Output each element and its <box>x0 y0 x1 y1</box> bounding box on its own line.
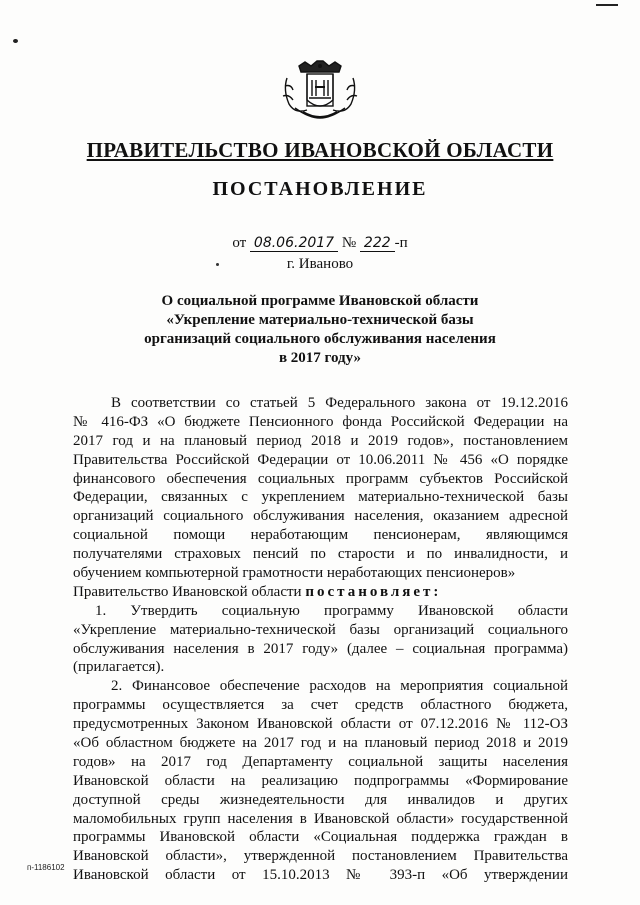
subject-line: «Укрепление материально-технической базы <box>166 312 474 328</box>
body-line: обслуживания населения в 2017 году» (далее – социальная программа) <box>73 640 568 657</box>
subject-line: организаций социального обслуживания населения <box>144 331 496 347</box>
document-body <box>73 394 568 885</box>
body-line: 2. Финансовое обеспечение расходов на мероприятия социальной <box>111 678 568 695</box>
number-value: 222 <box>360 235 395 252</box>
body-line: Ивановской области на реализацию подпрограммы «Формирование <box>73 772 568 789</box>
government-title: ПРАВИТЕЛЬСТВО ИВАНОВСКОЙ ОБЛАСТИ <box>86 138 554 162</box>
body-line: получателями страховых пенсий по старости и по инвалидности, и <box>73 546 568 563</box>
resolution-line <box>73 583 568 602</box>
body-line: доступной среды жизнедеятельности для инвалидов и других <box>73 791 568 808</box>
body-line: организаций социального обслуживания населения, оказанием адресной <box>73 508 568 525</box>
subject-line: О социальной программе Ивановской области <box>161 293 479 309</box>
body-line: социальной помощи неработающим пенсионерам, являющимся <box>73 527 568 544</box>
body-line: 2017 год и на плановый период 2018 и 2019 годов», постановлением <box>73 432 568 449</box>
resolution-prefix: Правительство Ивановской области <box>73 583 302 600</box>
date-number-line <box>0 235 640 252</box>
body-line: «Об областном бюджете на 2017 год и на плановый период 2018 и 2019 <box>73 735 568 752</box>
date-value: 08.06.2017 <box>250 235 338 252</box>
body-line: Правительства Российской Федерации от 10.06.2011 № 456 «О порядке <box>73 451 568 468</box>
resolution-verb: постановляет: <box>305 583 442 600</box>
footer-code: п-1186102 <box>27 863 65 872</box>
body-line: Федерации, связанных с укреплением материально-технической базы <box>73 489 568 506</box>
body-line: Ивановской области от 15.10.2013 № 393-п «Об утверждении <box>73 867 568 884</box>
body-line: годов» на 2017 год Департаменту социальной защиты населения <box>73 753 568 770</box>
body-line: программы Ивановской области «Социальная поддержка граждан в <box>73 829 568 846</box>
city-name: г. Иваново <box>286 256 354 272</box>
scan-dot <box>13 39 18 43</box>
body-line: 1. Утвердить социальную программу Ивановской области <box>95 602 568 619</box>
body-line: Ивановской области», утвержденной постановлением Правительства <box>73 848 568 865</box>
coat-of-arms-emblem <box>279 60 361 124</box>
body-line: «Укрепление материально-технической базы организаций социального <box>73 621 568 638</box>
body-line: В соответствии со статьей 5 Федерального закона от 19.12.2016 <box>111 395 568 411</box>
subject-line: в 2017 году» <box>278 350 362 366</box>
document-type-title: ПОСТАНОВЛЕНИЕ <box>212 178 428 200</box>
body-line: предусмотренных Законом Ивановской области от 07.12.2016 № 112-ОЗ <box>73 716 568 733</box>
number-prefix: № <box>341 235 357 251</box>
date-prefix: от <box>232 235 247 251</box>
body-line: маломобильных групп населения в Ивановской области» государственной <box>73 810 568 827</box>
body-line: финансового обеспечения социальных программ субъектов Российской <box>73 470 568 487</box>
body-line: № 416-ФЗ «О бюджете Пенсионного фонда Российской Федерации на <box>73 413 568 430</box>
document-subject <box>120 292 520 368</box>
body-line: (прилагается). <box>73 659 165 676</box>
scan-mark <box>596 4 618 10</box>
body-line: программы осуществляется за счет средств областного бюджета, <box>73 697 568 714</box>
body-line: обучением компьютерной грамотности неработающих пенсионеров» <box>73 565 516 582</box>
number-suffix: -п <box>394 235 408 251</box>
